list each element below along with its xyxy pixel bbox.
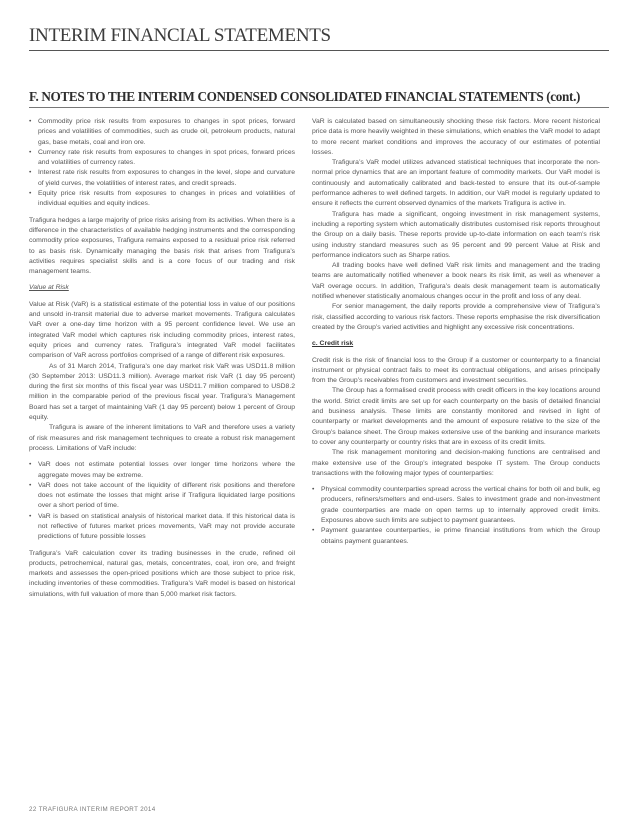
- list-item: • Currency rate risk results from exposures to changes in spot prices, forward prices and volatilities of currency rates.: [29, 148, 295, 169]
- list-item: • Equity price risk results from exposures to changes in prices and volatilities of individual equities and equity indices.: [29, 189, 295, 210]
- list-item: • Physical commodity counterparties spread across the vertical chains for both oil and bulk, eg producers, refiners/smelters and end-users. Sales to investment grade and non-investment grade counterparties are made on open terms up to internally approved credit limits. Exposures above such limits are subject to payment guarantees.: [312, 485, 600, 526]
- list-item: • VaR does not take account of the liquidity of different risk positions and therefore does not estimate the losses that might arise if Trafigura liquidated large positions over a short period of time.: [29, 481, 295, 512]
- list-item: • Interest rate risk results from exposures to changes in the level, slope and curvature of yield curves, the volatilities of interest rates, and credit spreads.: [29, 168, 295, 189]
- paragraph: The Group has a formalised credit process with credit officers in the key locations around the world. Strict credit limits are set up for each counterparty on the basis of detailed financial and business analysis. These limits are constantly monitored and revised in light of counterparty or market developments and the amount of exposure relative to the size of the Group’s balance sheet. The Group makes extensive use of the banking and insurance markets to cover any counterparty or country risks that are in excess of its credit limits.: [312, 387, 600, 446]
- risk-types-list: [29, 117, 295, 210]
- list-item: • Commodity price risk results from exposures to changes in spot prices, forward prices and volatilities of commodities, such as crude oil, petroleum products, natural gas, base metals, coal and iron ore.: [29, 117, 295, 148]
- subheading-credit-risk: c. Credit risk: [312, 340, 354, 348]
- paragraph: Value at Risk (VaR) is a statistical estimate of the potential loss in value of our positions and unsold in-transit material due to adverse market movements. Trafigura calculates VaR over a one-day time horizon with a 95 percent confidence level. We use an integrated VaR model which captures risk including commodity prices, interest rates, equity prices and currency rates. Trafigura’s integrated VaR model facilitates comparison of VaR across portfolios comprised of a range of different risk exposures.: [29, 300, 295, 360]
- page-footer: 22 TRAFIGURA INTERIM REPORT 2014: [29, 806, 156, 813]
- paragraph: Credit risk is the risk of financial loss to the Group if a customer or counterparty to a financial instrument or physical contract fails to meet its contractual obligations, and arises principally from the Group’s receivables from customers and investment securities.: [312, 356, 600, 385]
- page-header-title: INTERIM FINANCIAL STATEMENTS: [29, 25, 331, 46]
- paragraph: For senior management, the daily reports provide a comprehensive view of Trafigura’s risk, classified according to various risk factors. These reports emphasise the risk diversification created by the Group’s varied activities and highlight any excessive risk concentrations.: [312, 303, 600, 331]
- paragraph: Trafigura is aware of the inherent limitations to VaR and therefore uses a variety of risk measures and risk management techniques to create a robust risk management process. Limitations of VaR include:: [29, 424, 295, 452]
- paragraph: Trafigura’s VaR model utilizes advanced statistical techniques that incorporate the non-normal price dynamics that are an important feature of commodity markets. Our VaR model is continuously and automatically calibrated and back-tested to ensure that its out-of-sample performance adheres to well defined targets. In addition, our VaR model is regularly updated to ensure it reflects the current observed dynamics of the markets Trafigura is active in.: [312, 159, 600, 208]
- list-item: • VaR is based on statistical analysis of historical market data. If this historical data is not reflective of futures market prices movements, VaR may not provide accurate predictions of future possible losses: [29, 512, 295, 543]
- left-column: [29, 117, 295, 606]
- paragraph: Trafigura’s VaR calculation cover its trading businesses in the crude, refined oil products, petrochemical, natural gas, metals, concentrates, coal, iron ore, and freight markets and assesses the open-priced positions which are those subject to price risk, including inventories of these commodities. Trafigura’s VaR model is based on historical simulations, with full valuation of more than 5,000 market risk factors.: [29, 549, 295, 598]
- subheading-value-at-risk: Value at Risk: [29, 284, 69, 292]
- list-item: • Payment guarantee counterparties, ie prime financial institutions from which the Group obtains payment guarantees.: [312, 526, 600, 547]
- paragraph: VaR is calculated based on simultaneously shocking these risk factors. More recent historical price data is more heavily weighted in these simulations, which enables the VaR model to adapt to more recent market conditions and improves the accuracy of our estimates of potential losses.: [312, 118, 600, 156]
- header-divider: [29, 50, 609, 51]
- section-title: F. NOTES TO THE INTERIM CONDENSED CONSOLIDATED FINANCIAL STATEMENTS (cont.): [29, 89, 581, 104]
- paragraph: The risk management monitoring and decision-making functions are centralised and make extensive use of the Group’s integrated bespoke IT system. The Group conducts transactions with the following major types of counterparties:: [312, 449, 600, 477]
- paragraph: Trafigura hedges a large majority of price risks arising from its activities. When there is a difference in the characteristics of available hedging instruments and the corresponding commodity price exposures, Trafigura remains exposed to a residual price risk referred to as basis risk. Dynamically managing the basis risk that arises from Trafigura’s activities requires specialist skills and is a core focus of our trading and risk management teams.: [29, 216, 295, 276]
- paragraph: As of 31 March 2014, Trafigura’s one day market risk VaR was USD11.8 million (30 September 2013: USD11.3 million). Average market risk VaR (1 day 95 percent) during the first six months of this fiscal year was USD11.7 million compared to USD8.2 million in the comparable period of the previous fiscal year. Trafigura’s Management Board has set a target of maintaining VaR (1 day 95 percent) below 1 percent of Group equity.: [29, 362, 295, 422]
- list-item: • VaR does not estimate potential losses over longer time horizons where the aggregate moves may be extreme.: [29, 460, 295, 481]
- right-column: [312, 117, 600, 553]
- section-divider: [29, 107, 609, 108]
- counterparties-list: [312, 485, 600, 547]
- paragraph: All trading books have well defined VaR risk limits and management and the trading teams are automatically notified whenever a book nears its risk limit, as well as whenever a VaR overage occurs. In addition, Trafigura’s deals desk management team is automatically notified whenever statistically anomalous changes occur in the profit and loss of any deal.: [312, 262, 600, 301]
- paragraph: Trafigura has made a significant, ongoing investment in risk management systems, including a reporting system which automatically distributes customised risk reports throughout the Group on a daily basis. These reports provide up-to-date information on each team’s risk using industry standard measures such as 95 percent and 99 percent Value at Risk and performance indicators such as Sharpe ratios.: [312, 210, 600, 259]
- var-limitations-list: [29, 460, 295, 542]
